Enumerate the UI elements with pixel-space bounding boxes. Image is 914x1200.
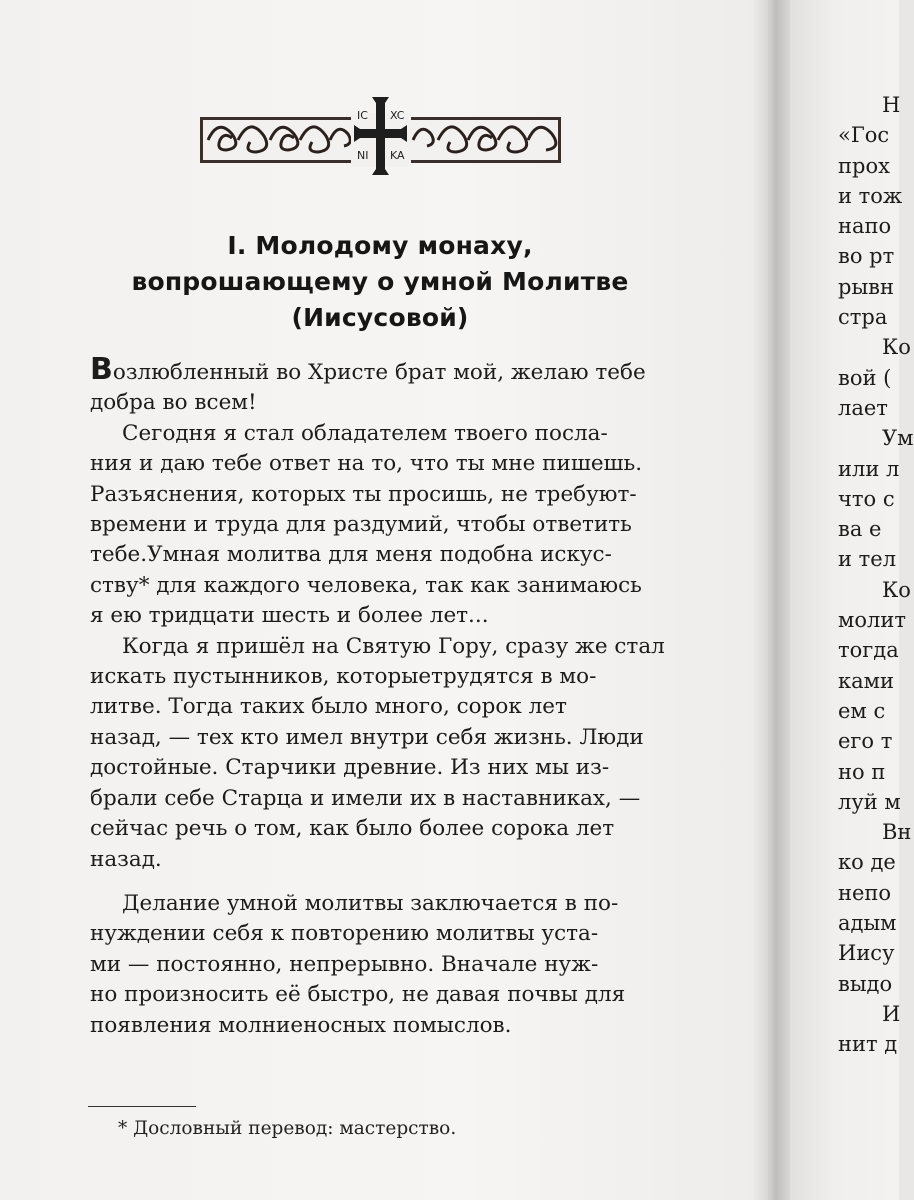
monogram-ka: KA: [390, 149, 405, 162]
right-page-line: луй м: [838, 789, 901, 814]
monogram-xc: XC: [390, 109, 405, 122]
monogram-ic: IC: [357, 109, 368, 122]
footnote-divider: [88, 1106, 196, 1107]
text-line: назад.: [90, 846, 162, 872]
text-line: но произносить её быстро, не давая почвы для: [90, 982, 626, 1008]
right-page-line: но п: [838, 759, 886, 784]
right-page-line: Н: [882, 93, 901, 117]
text-line: ния и даю тебе ответ на то, что ты мне пишешь.: [90, 451, 643, 477]
right-page-line: ем с: [838, 698, 886, 723]
ornamental-header-band: [198, 95, 563, 177]
right-page-line: Ко: [882, 335, 911, 360]
right-page-line: выдо: [838, 971, 893, 996]
main-text: [90, 352, 690, 1041]
text-line: сейчас речь о том, как было более сорока лет: [90, 816, 615, 842]
text-line: литве. Тогда таких было много, сорок лет: [90, 694, 567, 720]
right-page-line: непо: [838, 880, 892, 905]
text-line: искать пустынников, которыетрудятся в мо-: [90, 664, 597, 690]
right-page-line: Ум: [882, 426, 914, 451]
right-page-line: тогда: [838, 638, 899, 663]
title-line: вопрошающему о умной Молитве: [131, 267, 629, 296]
text-line: добра во всем!: [90, 390, 257, 416]
text-line: достойные. Старчики древние. Из них мы из-: [90, 755, 610, 781]
book-gutter: [752, 0, 792, 1200]
paragraph-4: [90, 889, 690, 1041]
title-line: (Иисусовой): [291, 303, 469, 332]
right-page-line: нит д: [838, 1032, 898, 1057]
right-page-line: молит: [838, 608, 906, 633]
text-line: назад, — тех кто имел внутри себя жизнь. Люди: [90, 724, 644, 750]
right-page-line: прох: [838, 153, 890, 178]
monogram-ni: NI: [357, 149, 369, 162]
paragraph-2: [90, 419, 690, 632]
chapter-title: [130, 228, 630, 336]
right-page-line: ко де: [838, 850, 896, 875]
right-page-line: адым: [838, 911, 897, 936]
right-page-line: ками: [838, 668, 894, 693]
right-page-line: или л: [838, 456, 900, 481]
paragraph-1: [90, 352, 690, 419]
title-line: I. Молодому монаху,: [227, 231, 533, 260]
text-line: ми — постоянно, непрерывно. Вначале нуж-: [90, 951, 599, 977]
text-line: тебе.Умная молитва для меня подобна искус-: [90, 542, 612, 568]
drop-cap: В: [90, 352, 113, 387]
right-page-line: вой (: [838, 365, 892, 390]
right-page-line: что с: [838, 486, 895, 511]
right-page-line: И: [882, 1001, 901, 1026]
right-page-line: лает: [838, 395, 888, 420]
right-page-text: [838, 90, 914, 1060]
text-line: Когда я пришёл на Святую Гору, сразу же стал: [122, 633, 665, 659]
right-page-line: Вн: [882, 820, 912, 845]
right-page-line: его т: [838, 729, 893, 754]
right-page-line: Иису: [838, 941, 895, 966]
right-page-line: стра: [838, 305, 888, 330]
text-line: я ею тридцати шесть и более лет...: [90, 603, 489, 629]
text-line: Сегодня я стал обладателем твоего посла-: [122, 420, 608, 446]
text-line: нуждении себя к повторению молитвы уста-: [90, 921, 599, 947]
right-page-line: и тож: [838, 183, 903, 208]
right-page-line: ва е: [838, 517, 882, 542]
text-line: озлюбленный во Христе брат мой, желаю тебе: [112, 360, 646, 385]
right-page-line: «Гос: [838, 123, 890, 148]
right-page-line: и тел: [838, 547, 897, 572]
right-page-line: рывн: [838, 274, 894, 299]
right-page-line: Ко: [882, 577, 911, 602]
footnote: * Дословный перевод: мастерство.: [118, 1118, 457, 1139]
paragraph-3: [90, 632, 690, 875]
text-line: брали себе Старца и имели их в наставниках, —: [90, 785, 641, 811]
text-line: Разъяснения, которых ты просишь, не требуют-: [90, 481, 637, 507]
text-line: появления молниеносных помыслов.: [90, 1012, 512, 1038]
text-line: ству* для каждого человека, так как занимаюсь: [90, 572, 642, 598]
text-line: времени и труда для раздумий, чтобы ответить: [90, 512, 632, 538]
text-line: Делание умной молитвы заключается в по-: [122, 890, 619, 916]
right-page-line: напо: [838, 214, 892, 239]
right-page-line: во рт: [838, 244, 895, 269]
